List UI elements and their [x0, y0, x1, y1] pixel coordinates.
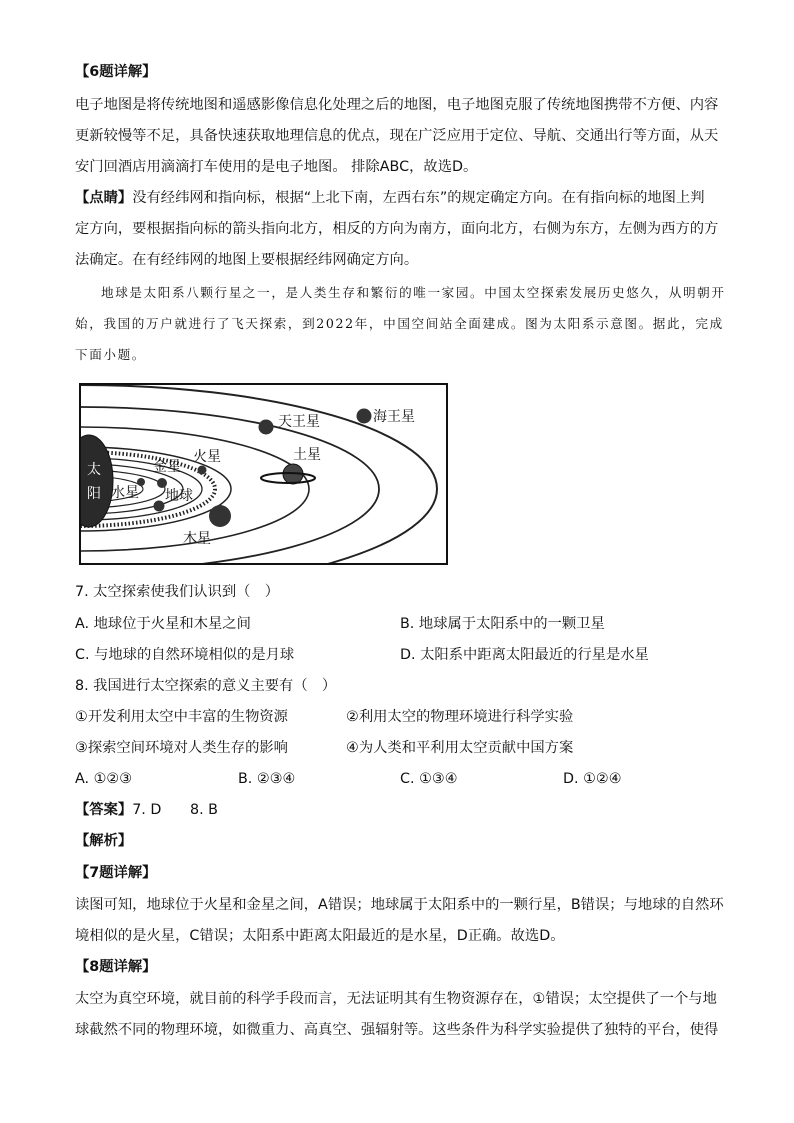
answer-line: [75, 800, 218, 820]
q8-option-a: A. ①②③: [75, 771, 133, 787]
q6-text-line: 更新较慢等不足，具备快速获取地理信息的优点，现在广泛应用于定位、导航、交通出行等方面，从天: [75, 128, 719, 144]
planet-label-earth: 地球: [165, 488, 193, 504]
planet-label-venus: 金星: [153, 459, 181, 475]
q6-text-line: 安门回酒店用滴滴打车使用的是电子地图。 排除ABC，故选D。: [75, 159, 478, 175]
q7-option-a: A. 地球位于火星和木星之间: [75, 616, 251, 632]
q8-option-d: D. ①②④: [563, 771, 622, 787]
tip-label: 【点睛】: [75, 190, 133, 206]
q8-statement-2: ②利用太空的物理环境进行科学实验: [346, 709, 574, 725]
tip-text-line: 定方向，要根据指向标的箭头指向北方，相反的方向为南方，面向北方，右侧为东方，左侧为西方的方: [75, 221, 719, 237]
uranus: [259, 420, 274, 435]
q7-option-b: B. 地球属于太阳系中的一颗卫星: [400, 616, 605, 632]
neptune: [357, 409, 372, 424]
venus: [157, 478, 167, 488]
q8-statement-4: ④为人类和平利用太空贡献中国方案: [346, 740, 574, 756]
q8-stem: 8. 我国进行太空探索的意义主要有（ ）: [75, 678, 337, 694]
q8-detail-line: 太空为真空环境，就目前的科学手段而言，无法证明其有生物资源存在，①错误；太空提供了一个与地: [75, 991, 717, 1007]
q6-heading: 【6题详解】: [75, 64, 157, 80]
planet-label-saturn: 土星: [293, 447, 321, 463]
q8-option-b: B. ②③④: [238, 771, 296, 787]
q8-option-c: C. ①③④: [400, 771, 458, 787]
planet-label-neptune: 海王星: [373, 409, 415, 425]
planet-label-jupiter: 木星: [183, 531, 211, 547]
q7-detail-line: 读图可知，地球位于火星和金星之间，A错误；地球属于太阳系中的一颗行星，B错误；与地球的自然环: [75, 897, 724, 913]
planet-label-mercury: 水星: [111, 485, 139, 501]
answer-label: 【答案】: [75, 802, 133, 818]
passage-line: 下面小题。: [75, 347, 146, 362]
q7-stem: 7. 太空探索使我们认识到（ ）: [75, 584, 280, 600]
q6-text-line: 电子地图是将传统地图和遥感影像信息化处理之后的地图，电子地图克服了传统地图携带不方便、内容: [75, 97, 719, 113]
q7-detail-heading: 【7题详解】: [75, 865, 157, 881]
q7-detail-line: 境相似的是火星，C错误；太阳系中距离太阳最近的是水星，D正确。故选D。: [75, 928, 565, 944]
sun-label-top: 太: [87, 462, 101, 478]
tip-text: 没有经纬网和指向标，根据“上北下南，左西右东”的规定确定方向。在有指向标的地图上判: [132, 190, 705, 206]
mars: [198, 466, 207, 475]
planet-label-mars: 火星: [193, 449, 221, 465]
planet-label-uranus: 天王星: [278, 414, 320, 430]
solar-system-diagram: [79, 383, 448, 565]
q7-option-d: D. 太阳系中距离太阳最近的行星是水星: [400, 647, 649, 663]
sun-label-bottom: 阳: [87, 486, 101, 502]
q8-statement-1: ①开发利用太空中丰富的生物资源: [75, 709, 288, 725]
q8-statement-3: ③探索空间环境对人类生存的影响: [75, 740, 288, 756]
passage-line: 始，我国的万户就进行了飞天探索，到2022年，中国空间站全面建成。图为太阳系示意图。据此，完成: [75, 316, 724, 331]
q8-detail-heading: 【8题详解】: [75, 959, 157, 975]
q8-detail-line: 球截然不同的物理环境，如微重力、高真空、强辐射等。这些条件为科学实验提供了独特的平台，使得: [75, 1022, 719, 1038]
passage-line: 地球是太阳系八颗行星之一，是人类生存和繁衍的唯一家园。中国太空探索发展历史悠久，从明朝开: [101, 285, 726, 300]
tip-text-line: 法确定。在有经纬网的地图上要根据经纬网确定方向。: [75, 252, 419, 268]
jupiter: [209, 505, 231, 527]
earth: [154, 501, 165, 512]
tip-line: [75, 188, 705, 208]
analysis-heading: 【解析】: [75, 833, 133, 849]
answer-text: 7. D 8. B: [132, 802, 218, 818]
q7-option-c: C. 与地球的自然环境相似的是月球: [75, 647, 295, 663]
